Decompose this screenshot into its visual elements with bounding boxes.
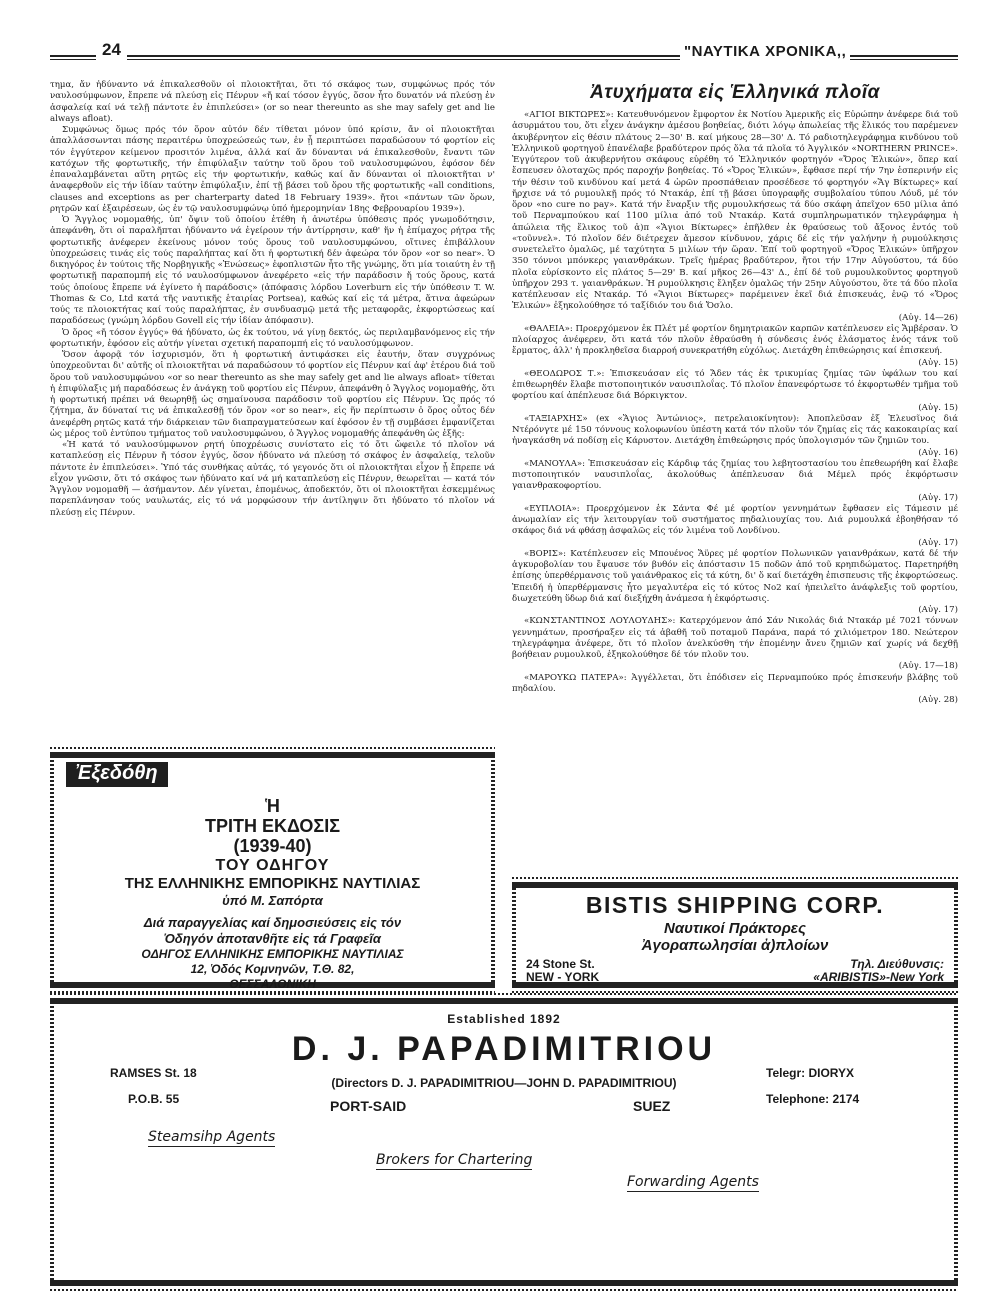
accident-entry: [512, 504, 958, 549]
ad-papadimitriou: [50, 998, 958, 1286]
entry-text: Προερχόμενον ἐκ Σάντα Φέ μέ φορτίον γεννημάτων ἔφθασεν εἰς Τάμεσιν μέ ἀνωμαλίαν εἰς τήν λειτουργίαν τοῦ συστήματος πηδαλιουχίας του. Διά ρυμουλκά ἐβοηθήσαν τό σκάφος διά νά φθάσῃ ἀσφαλῶς εἰς τόν λιμένα τοῦ Λονδίνου.: [512, 503, 958, 537]
entry-date: (Αὐγ. 15): [918, 402, 958, 413]
ad-line: ΟΔΗΓΟΣ ΕΛΛΗΝΙΚΗΣ ΕΜΠΟΡΙΚΗΣ ΝΑΥΤΙΛΙΑΣ: [141, 947, 404, 961]
ad-line: Ἡ: [265, 796, 280, 816]
ship-name: «ΘΑΛΕΙΑ»:: [524, 323, 576, 334]
office-port-said: PORT-SAID: [330, 1098, 407, 1114]
ship-name: «ΤΑΞΙΑΡΧΗΣ»: [524, 413, 596, 424]
ad-line: ΘΕΣΣΑΛΟΝΙΚΗ: [229, 977, 316, 991]
accident-entry: [512, 414, 958, 459]
entry-text: Ἐπισκευάσαν εἰς Κάρδιφ τάς ζημίας του λεβητοστασίου του ἐπεθεωρήθη καί ἔλαβε πιστοποιητικόν ναυσιπλοΐας, ἀκολούθως ἀπέπλευσαν διά Μέμελ πρός ἐκφόρτωσιν γαιανθρακοφορτίου.: [512, 458, 958, 492]
cable-label: Τηλ. Διεύθυνσις:: [850, 957, 944, 971]
paragraph: Ὁ ὅρος «ἤ τόσον ἐγγύς» θά ἠδύνατο, ὡς ἐκ τούτου, νά γίνῃ δεκτός, ὡς περιλαμβανόμενος εἰς τήν φορτωτικήν, ἐφόσον εἰς αὐτήν γίνεται σχετική παραπομπή εἰς τό ναυλοσύμφωνον.: [50, 327, 495, 349]
accident-entry: [512, 369, 958, 414]
ad-line: ὑπό Μ. Σαπόρτα: [222, 893, 323, 908]
ship-name: «ΒΟΡΙΣ»:: [524, 548, 571, 559]
right-column-accidents: [512, 80, 958, 706]
service-chartering: Brokers for Chartering: [376, 1152, 533, 1168]
service-forwarding: Forwarding Agents: [627, 1174, 759, 1190]
ad-line: 12, Ὁδός Κομνηνῶν, Τ.Θ. 82,: [190, 962, 355, 976]
accident-entry: [512, 110, 958, 324]
publication-title: "ΝΑΥΤΙΚΑ ΧΡΟΝΙΚΑ,,: [680, 43, 850, 60]
paragraph: Συμφώνως ὅμως πρός τόν ὅρον αὐτόν δέν τίθεται μόνον ὑπό κρίσιν, ἄν οἱ πλοιοκτῆται ἀπαλλάσσωνται πάσης περαιτέρω ὑποχρεώσεώς των, ἐν ᾗ περιπτώσει παραδώσουν τό φορτίον εἰς τόν ἐγγύτερον κείμενον προσιτόν λιμένα, ἀλλά καί ἄν δύνανται νά ἐπικαλεσθοῦν, ἔναντι τῶν κατόχων τῆς φορτωτικῆς, τήν ἐπιφύλαξιν ταύτην τοῦ ὅρου τοῦ ναυλοσυμφώνου, ἐφόσον δέν ἐπαναλαμβάνεται αὕτη ρητῶς εἰς τήν φορτωτικήν, καθώς καί ἄν δύνανται οἱ πλοιοκτῆται ν' ἀναφερθοῦν εἰς τήν ἰδίαν ταύτην ἐπιφύλαξιν, ἐπί τῇ βάσει τοῦ ὅρου τῆς φορτωτικῆς «all conditions, clauses and exceptions as per charterparty dated 18 February 1939». ἤτοι «πάντων τῶν ὅρων, ρητρῶν καί ἐξαιρέσεων, ὡς ἐν τῷ ναυλοσυμφώνῳ ὑπό ἡμερομηνίαν 18ης Φεβρουαρίου 1939»).: [50, 125, 495, 214]
company-name: BISTIS SHIPPING CORP.: [585, 892, 885, 918]
entry-date: (Αὐγ. 17): [918, 492, 958, 503]
paragraph: Ὅσον ἀφορᾷ τόν ἰσχυρισμόν, ὅτι ἡ φορτωτική ἀντιφάσκει εἰς ἑαυτήν, ὅταν συγχρόνως ὑποχρεοῦνται δι' αὐτῆς οἱ πλοιοκτῆται νά παραδώσουν τό φορτίον εἰς Πένρυν καί ἀφ' ἑτέρου διά τοῦ ὅρου τοῦ ναυλοσυμφώνου «or so near thereunto as she may safely get and lie always afloat» τίθεται ἡ ἐπιφύλαξις μή παραδόσεως ἐν ἀνάγκῃ τοῦ φορτίου εἰς Πένρυν, ἀπεφάνθη ὁ Ἄγγλος νομομαθής, ὅτι ἡ φορτωτική πρέπει νά θεωρηθῇ ὡς σημαίνουσα παράδοσιν τοῦ φορτίου εἰς Πένρυν. Ὡς πρός τό ζήτημα, ἄν δύναταί τις νά ἐπικαλεσθῇ τόν ὅρον «or so near», εἰς ἥν περίπτωσιν ὁ ὅρος οὗτος δέν ἀνεφέρθη ρητῶς κατά τήν διάρκειαν τῶν διαπραγματεύσεων καί ἐφόσον ἐν τῇ συμβάσει ἐμφανίζεται ὡς μέρος τοῦ ἐντύπου τμήματος τοῦ ναυλοσυμφώνου, ὁ Ἄγγλος νομομαθής ἀπεφάνθη ὡς ἑξῆς:: [50, 350, 495, 439]
ad-line: ΤΡΙΤΗ ΕΚΔΟΣΙΣ: [204, 816, 341, 836]
ship-name: «ΑΓΙΟΙ ΒΙΚΤΩΡΕΣ»:: [524, 110, 617, 120]
ship-name: «ΜΑΝΟΥΛΑ»:: [524, 458, 589, 469]
ad-heading: Ἐξεδόθη: [66, 762, 168, 787]
entry-date: (Αὐγ. 17): [918, 537, 958, 548]
entry-text: Κατέπλευσεν εἰς Μπουένος Ἄϋρες μέ φορτίον Πολωνικῶν γαιανθράκων, κατά δέ τήν ἀγκυροβολίαν του ἔψαυσε τόν βυθόν εἰς ἀπόστασιν 15 ποδῶν ἀπό τοῦ κρηπιδώματος. Παρετηρήθη ἐπίσης ὑπερθέρμανσις τοῦ γαιάνθρακος εἰς τά κύτη, δι' ὅ καί διετάχθη ἐπισπευσις τῆς ἐκφορτώσεως. Ἐπειδή ἡ ὑπερθέρμανσις ἦτο μεγαλυτέρα εἰς τό κύτος Νο2 καί ἠπειλεῖτο ἀνάφλεξις τοῦ φορτίου, διωχετεύθη ὕδωρ διά καί διεξήχθη ἀνάμεσα ἡ ἐκφόρτωσις.: [512, 548, 958, 604]
entry-text: Ἀγγέλλεται, ὅτι ἐπόδισεν εἰς Περναμπούκο πρός ἐπισκευήν βλάβης τοῦ πηδαλίου.: [512, 672, 958, 694]
left-column-article: [50, 80, 495, 519]
entry-date: (Αὐγ. 17—18): [898, 661, 958, 672]
service-line: Ναυτικοί Πράκτορες: [664, 920, 806, 937]
address-line: NEW - YORK: [526, 970, 600, 984]
entry-text: Κατευθυνόμενον ἔμφορτον ἐκ Νοτίου Ἀμερικῆς εἰς Εὐρώπην ἀνέφερε διά τοῦ ἀσυρμάτου του, ὅτι εἶχεν ἀνάγκην ἀμέσου βοηθείας, διότι λόγῳ ἀπωλείας τῆς ἕλικός του παρέμενεν ἀκυβέρνητον εἰς θέσιν πλάτους 2—30' Β. καί μήκους 28—30' Δ. Τό ραδιοτηλεγράφημα κινδύνου τοῦ Ἑλληνικοῦ φορτηγοῦ ἐπανέλαβε βραδύτερον πρός ὅλα τά πλοῖα τό Ἀγγλικόν «NORTHERN PRINCE». Ἐγγύτερον τοῦ ἀκυβερνήτου σκάφους εὑρέθη τό Ἑλληνικόν φορτηγόν «Ὄρος Ἑλικών», ὅπερ καί ἔσπευσεν ὁλοταχῶς πρός παροχήν βοηθείας. Τό «Ὄρος Ἑλικών», ἔφθασε περί τήν 7ην ἑσπερινήν εἰς τήν θέσιν τοῦ κινδύνου καί μετά 4 ὡρῶν προσπάθειαν προσέδεσε τό φορτηγόν «Ἅγ Βίκτωρες» καί ἤρχισε νά τό ρυμουλκῇ πρός τό Ντακάρ, ἐπί τῇ βάσει ὑπογραφῆς συμβολαίου τύπου Λόυδ, μέ τόν ὅρον «no cure no pay». Κατά τήν ἔναρξιν τῆς ρυμουλκήσεως τά δύο σκάφη ἀπεῖχον 650 μίλια ἀπό τοῦ Περναμπούκου καί 1100 μίλια ἀπό τοῦ Ντακάρ. Κατά συμπληρωματικόν τηλεγράφημα ἡ ἀπώλεια τῆς ἕλικος τοῦ ἀ)π «Ἅγιοι Βίκτωρες» ἐπῆλθεν ἐκ θραύσεως τοῦ ἄξονος ἐντός τοῦ «τοῦννελ». Τό πλοῖον δέν διέτρεχεν ἄμεσον κίνδυνον, χάρις δέ εἰς τήν γαλήνην ἡ ρυμούλκησις συνετελεῖτο ὁμαλῶς, μέ ταχύτητα 5 μιλίων τήν ὥραν. Ἐπί τοῦ φορτηγοῦ «Ὄρος Ἑλικών» ὑπῆρχον 350 τόννοι μπόνκερς γαιανθράκων. Τρεῖς ἡμέρας βραδύτερον, ἤτοι τήν 17ην Αὐγούστου, τά δύο πλοῖα εὑρίσκοντο εἰς πλάτος 5—29' Β. καί μῆκος 26—43' Δ., ἐπί δέ τοῦ ρυμουλκοῦντος φορτηγοῦ ὑπῆρχον 293 τ. γαιανθράκων. Ἡ ρυμούλκησις ἔληξεν ὁμαλῶς τήν 25ην Αὐγούστου, ὅτε τά δύο πλοῖα κατέπλευσαν εἰς Ντακάρ. Τό «Ἅγιοι Βίκτωρες» παρέμεινεν ἐκεῖ διά ἐπισκευάς, ἐνῷ τό «Ὄρος Ἑλικών» ἐξηκολούθησε τό ταξίδιόν του διά Ὄσλο.: [512, 110, 958, 312]
entry-date: (Αὐγ. 14—26): [898, 312, 958, 323]
entry-text: Κατερχόμενον ἀπό Σάν Νικολάς διά Ντακάρ μέ 7021 τόννων γεννημάτων, προσήραξεν εἰς τά ἀβαθῆ τοῦ ποταμοῦ Παράνα, παρά τό χιλιόμετρον 180. Νεώτερον τηλεγράφημα ἀνέφερε, ὅτι τό πλοῖον ἀνελκύσθη τήν ἑπομένην ἄνευ ζημιῶν καί χωρίς νά δεχθῇ βοήθειαν ρυμουλκοῦ, ἐξηκολούθησε δέ τόν πλοῦν του.: [512, 616, 958, 660]
entry-date: (Αὐγ. 16): [918, 447, 958, 458]
accident-entry: [512, 673, 958, 707]
paragraph: «Ἡ κατά τό ναυλοσύμφωνον ρητή ὑποχρέωσις συνίστατο εἰς τό ὅτι ὤφειλε τό πλοῖον νά καταπλεύσῃ εἰς Πένρυν ἤ τόσον ἐγγύς, ὅσον ἠδύνατο νά πλεύσῃ τό σκάφος ἐν ἀσφαλείᾳ, τελοῦν πάντοτε ἐν ἐπιπλεύσει». Ὑπό τάς συνθήκας αὐτάς, τό γεγονός ὅτι οἱ πλοιοκτῆται εἶχον ᾖ ἔπρεπε νά εἶχον γνῶσιν, ὅτι τό σκάφος των ἠδύνατο καί νά μή καταπλεύσῃ εἰς Πένρυν, θεωρεῖται — κατά τόν Ἄγγλον νομομαθῆ — ἀσήμαντον. Δέν γίνεται, ἑπομένως, ἀποδεκτόν, ὅτι οἱ πλοιοκτῆται ἐσκεμμένως παρεπλάνησαν τούς ναυλωτάς, εἰς τό νά μορφώσουν τήν ἀντίληψιν ὅτι ἠδύνατο τό πλοῖον νά πλεύσῃ εἰς Πένρυν.: [50, 440, 495, 518]
paragraph: τημα, ἄν ἠδύναντο νά ἐπικαλεσθοῦν οἱ πλοιοκτῆται, ὅτι τό σκάφος των, συμφώνως πρός τόν ναυλοσύμφωνον, ἔπρεπε νά πλεύσῃ εἰς Πένρυν «ἤ καί τόσον ἐγγύς, ὅσον ἦτο δυνατόν νά πλεύσῃ ἐν ἀσφαλείᾳ καί νά τελῇ πάντοτε ἐν ἐπιπλεύσει» (or so near thereunto as she may safely get and lie always afloat).: [50, 80, 495, 124]
page-header: [50, 40, 958, 74]
street-address: RAMSES St. 18: [110, 1066, 197, 1080]
company-services: [512, 920, 958, 954]
section-title: Ἀτυχήματα εἰς Ἑλληνικά πλοῖα: [590, 82, 880, 103]
ship-name: «ΜΑΡΟΥΚΩ ΠΑΤΕΡΑ»:: [524, 672, 632, 683]
entry-date: (Αὐγ. 28): [918, 695, 958, 705]
paragraph: Ὁ Ἄγγλος νομομαθής, ὑπ' ὄψιν τοῦ ὁποίου ἐτέθη ἡ ἀνωτέρω ὑπόθεσις πρός γνωμοδότησιν, ἀπεφάνθη, ὅτι οἱ παραλῆπται ἠδύναντο νά ἐγείρουν τήν ἀντίρρησιν, καθ' ἥν ἡ ἐπίμαχος ρήτρα τῆς φορτωτικῆς ἀνέφερεν ἐκείνους μόνον τούς ὅρους τοῦ ναυλοσυμφώνου, οἵτινες ἐπιβάλλουν ὑποχρεώσεις τινάς εἰς τούς παραλήπτας καί ὅτι ἡ φορτωτική δέν ἀφεώρα τόν ὅρον «or so near». Ὁ δικηγόρος ἐν τούτοις τῆς Νορβηγικῆς «Ἑνώσεως» ἐφοπλιστῶν ἦτο τῆς γνώμης, ὅτι μία τοιαύτη ἐν τῇ φορτωτικῇ παραπομπή εἰς τό ναυλοσύμφωνον ἀνεφέρετο «εἰς τήν παράδοσιν ἤ τούς ὅρους, κατά τούς ὁποίους ἔπρεπε νά ἐγίνετο ἡ παράδοσις» (ἀπόφασις λόρδου Loverburn εἰς τήν ὑπόθεσιν T. W. Thomas & Co, Ltd κατά τῆς ναυτικῆς ἑταιρίας Portsea), καθώς καί εἰς τά μέτρα, ἅτινα ἀφεώρων τούς τε πλοιοκτήτας καί τούς παραλήπτας, ἐν συνδυασμῷ μετά τῆς μεταφορᾶς, ἐκφορτώσεως καί παραδόσεως (γνώμη λόρδου Govell εἰς τήν ἰδίαν ἀπόφασιν).: [50, 215, 495, 327]
entry-text: (ex «Ἅγιος Ἀντώνιος», πετρελαιοκίνητον): Ἀποπλεῦσαν ἐξ Ἐλευσῖνος διά Ντέρόνγτε μέ 150 τόννους κολοφωνίου ὑπέστη κατά τόν πλοῦν τόν ζημίας εἰς τάς κακοκαιρίας καί ἠναγκάσθη νά ποδίσῃ εἰς Κάρυστον. Διετάχθη ἐπιθεώρησις πρός ὑπολογισμόν τῶν ζημιῶν του.: [512, 413, 958, 447]
cable-address: «ARIBISTIS»-New York: [813, 970, 944, 984]
ship-name: «ΘΕΟΔΩΡΟΣ Τ.»:: [524, 368, 611, 379]
entry-text: Ἐπισκευάσαν εἰς τό Ἄδεν τάς ἐκ τρικυμίας ζημίας τῶν ὑφάλων του καί ἐπιθεωρηθέν ἔλαβε πιστοποιητικόν ναυσιπλοΐας. Τό πλοῖον ἐπανεφόρτωσε τό ἐκφορτωθέν τμῆμα τοῦ φορτίου καί ἀπέπλευσε διά Βόρκιγκτον.: [512, 368, 959, 402]
ad-guide-edition: [50, 752, 495, 991]
accident-entry: [512, 549, 958, 617]
ad-line: ΤΗΣ ΕΛΛΗΝΙΚΗΣ ΕΜΠΟΡΙΚΗΣ ΝΑΥΤΙΛΙΑΣ: [124, 875, 421, 892]
newspaper-page: [50, 40, 959, 1190]
service-line: Ἀγοραπωλησίαι ἀ)πλοίων: [641, 937, 829, 954]
telegraph-address: Telegr: DIORYX: [766, 1066, 855, 1080]
company-cable: [813, 958, 944, 984]
accident-entry: [512, 459, 958, 504]
ad-line: Ὁδηγόν ἀποτανθῆτε εἰς τά Γραφεῖα: [164, 931, 381, 946]
office-suez: SUEZ: [633, 1098, 671, 1114]
directors: (Directors D. J. PAPADIMITRIOU—JOHN D. PAPADIMITRIOU): [331, 1076, 677, 1090]
established-year: Established 1892: [447, 1012, 561, 1026]
ad-bistis-shipping: [512, 882, 958, 988]
page-number: 24: [96, 40, 127, 60]
address-line: 24 Stone St.: [526, 957, 595, 971]
ad-line: Διά παραγγελίας καί δημοσιεύσεις εἰς τόν: [143, 915, 402, 930]
entry-text: Προερχόμενον ἐκ Πλέτ μέ φορτίον δημητριακῶν καρπῶν κατέπλευσεν εἰς Ἄμβέρσαν. Ὁ πλοίαρχος ἀνέφερεν, ὅτι κατά τόν πλοῦν ἐθραύσθη ἡ σύνδεσις ἑνός ἐλάσματος ἑνός τάνκ τοῦ ἔρματος, ἀλλ' ἡ προκληθεῖσα διαρροή συνεκρατήθη εὐχόλως. Διετάχθη ἐπιθεώρησις καί ἐπισκευή.: [512, 323, 958, 357]
ship-name: «ΚΩΝΣΤΑΝΤΙΝΟΣ ΛΟΥΛΟΥΔΗΣ»:: [524, 616, 680, 627]
entry-date: (Αὐγ. 17): [918, 605, 958, 615]
company-address: [526, 958, 599, 984]
article-columns: [50, 80, 958, 840]
telephone: Telephone: 2174: [766, 1092, 860, 1106]
ad-text: [50, 796, 495, 992]
entry-date: (Αὐγ. 15): [918, 357, 958, 368]
accident-entry: [512, 616, 958, 672]
accident-list: [512, 110, 958, 706]
po-box: P.O.B. 55: [128, 1092, 180, 1106]
company-name: D. J. PAPADIMITRIOU: [291, 1030, 717, 1068]
ad-line: ΤΟΥ ΟΔΗΓΟΥ: [215, 857, 330, 874]
accident-entry: [512, 324, 958, 369]
ship-name: «ΕΥΠΛΟΙΑ»:: [524, 503, 587, 514]
ad-line: (1939-40): [233, 836, 312, 856]
service-steamship: Steamsihp Agents: [148, 1129, 276, 1145]
